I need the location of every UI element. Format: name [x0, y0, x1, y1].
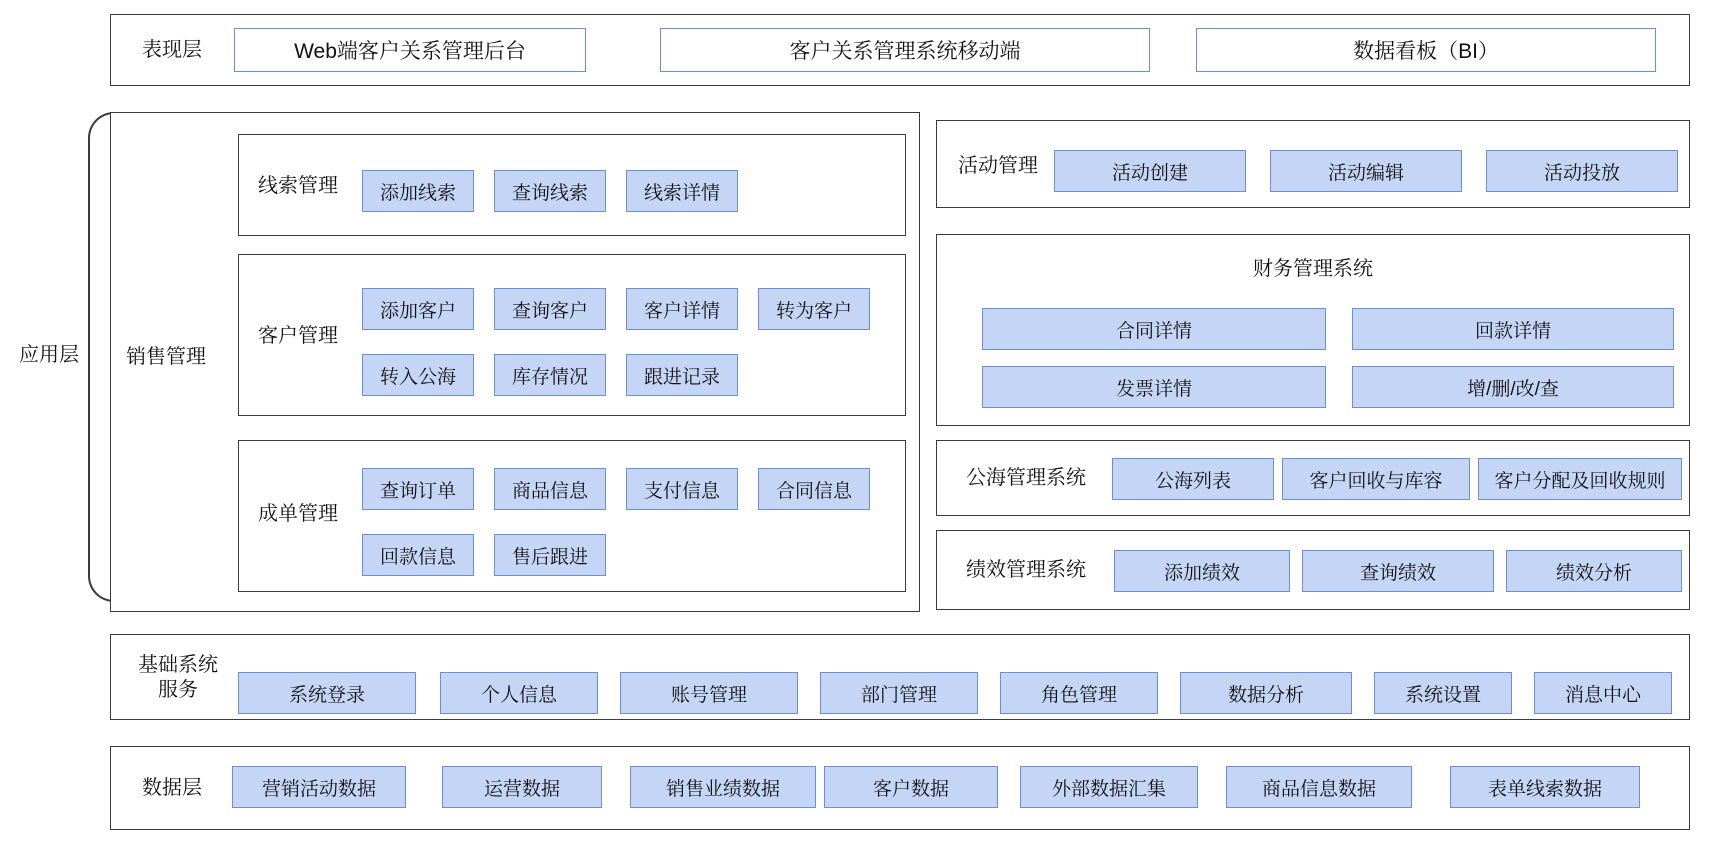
finance-contract-detail-item[interactable]: 合同详情 — [982, 308, 1326, 350]
activity-create-item[interactable]: 活动创建 — [1054, 150, 1246, 192]
data-item-sales-performance[interactable]: 销售业绩数据 — [630, 766, 816, 808]
data-item-operations[interactable]: 运营数据 — [442, 766, 602, 808]
activity-launch-item[interactable]: 活动投放 — [1486, 150, 1678, 192]
clue-add-item[interactable]: 添加线索 — [362, 170, 474, 212]
activity-edit-item[interactable]: 活动编辑 — [1270, 150, 1462, 192]
finance-crud-item[interactable]: 增/删/改/查 — [1352, 366, 1674, 408]
clue-management-title: 线索管理 — [258, 174, 338, 197]
pool-recycle-capacity-item[interactable]: 客户回收与库容 — [1282, 458, 1470, 500]
basic-item-profile[interactable]: 个人信息 — [440, 672, 598, 714]
customer-detail-item[interactable]: 客户详情 — [626, 288, 738, 330]
data-layer-label: 数据层 — [142, 776, 202, 799]
basic-item-role[interactable]: 角色管理 — [1000, 672, 1158, 714]
data-item-customer[interactable]: 客户数据 — [824, 766, 998, 808]
public-pool-system-title: 公海管理系统 — [966, 466, 1086, 489]
basic-item-data-analysis[interactable]: 数据分析 — [1180, 672, 1352, 714]
order-contract-info-item[interactable]: 合同信息 — [758, 468, 870, 510]
customer-to-pool-item[interactable]: 转入公海 — [362, 354, 474, 396]
performance-analysis-item[interactable]: 绩效分析 — [1506, 550, 1682, 592]
basic-item-login[interactable]: 系统登录 — [238, 672, 416, 714]
basic-item-account[interactable]: 账号管理 — [620, 672, 798, 714]
pool-allocation-rule-item[interactable]: 客户分配及回收规则 — [1478, 458, 1682, 500]
customer-add-item[interactable]: 添加客户 — [362, 288, 474, 330]
basic-item-department[interactable]: 部门管理 — [820, 672, 978, 714]
data-item-product-info[interactable]: 商品信息数据 — [1226, 766, 1412, 808]
clue-query-item[interactable]: 查询线索 — [494, 170, 606, 212]
data-item-marketing[interactable]: 营销活动数据 — [232, 766, 406, 808]
order-management-title: 成单管理 — [258, 502, 338, 525]
basic-item-settings[interactable]: 系统设置 — [1374, 672, 1512, 714]
order-payment-info-item[interactable]: 支付信息 — [626, 468, 738, 510]
presentation-layer-label: 表现层 — [142, 38, 202, 61]
customer-query-item[interactable]: 查询客户 — [494, 288, 606, 330]
finance-payback-detail-item[interactable]: 回款详情 — [1352, 308, 1674, 350]
basic-service-layer-label — [124, 650, 232, 706]
data-item-external[interactable]: 外部数据汇集 — [1020, 766, 1198, 808]
presentation-item-mobile[interactable]: 客户关系管理系统移动端 — [660, 28, 1150, 72]
basic-item-message-center[interactable]: 消息中心 — [1534, 672, 1672, 714]
presentation-item-bi-dashboard[interactable]: 数据看板（BI） — [1196, 28, 1656, 72]
finance-system-title: 财务管理系统 — [1253, 258, 1373, 280]
activity-management-title: 活动管理 — [958, 154, 1038, 177]
finance-invoice-detail-item[interactable]: 发票详情 — [982, 366, 1326, 408]
performance-query-item[interactable]: 查询绩效 — [1302, 550, 1494, 592]
basic-service-label-line1: 基础系统 — [138, 654, 218, 676]
order-goods-info-item[interactable]: 商品信息 — [494, 468, 606, 510]
order-query-item[interactable]: 查询订单 — [362, 468, 474, 510]
customer-convert-item[interactable]: 转为客户 — [758, 288, 870, 330]
order-payback-info-item[interactable]: 回款信息 — [362, 534, 474, 576]
sales-management-title: 销售管理 — [126, 345, 206, 368]
data-item-form-clue[interactable]: 表单线索数据 — [1450, 766, 1640, 808]
customer-stock-item[interactable]: 库存情况 — [494, 354, 606, 396]
performance-system-title: 绩效管理系统 — [966, 558, 1086, 581]
application-layer-label: 应用层 — [19, 343, 79, 366]
pool-list-item[interactable]: 公海列表 — [1112, 458, 1274, 500]
customer-management-title: 客户管理 — [258, 324, 338, 347]
customer-follow-record-item[interactable]: 跟进记录 — [626, 354, 738, 396]
order-after-sales-item[interactable]: 售后跟进 — [494, 534, 606, 576]
clue-detail-item[interactable]: 线索详情 — [626, 170, 738, 212]
performance-add-item[interactable]: 添加绩效 — [1114, 550, 1290, 592]
presentation-item-web-admin[interactable]: Web端客户关系管理后台 — [234, 28, 586, 72]
basic-service-label-line2: 服务 — [158, 679, 198, 701]
